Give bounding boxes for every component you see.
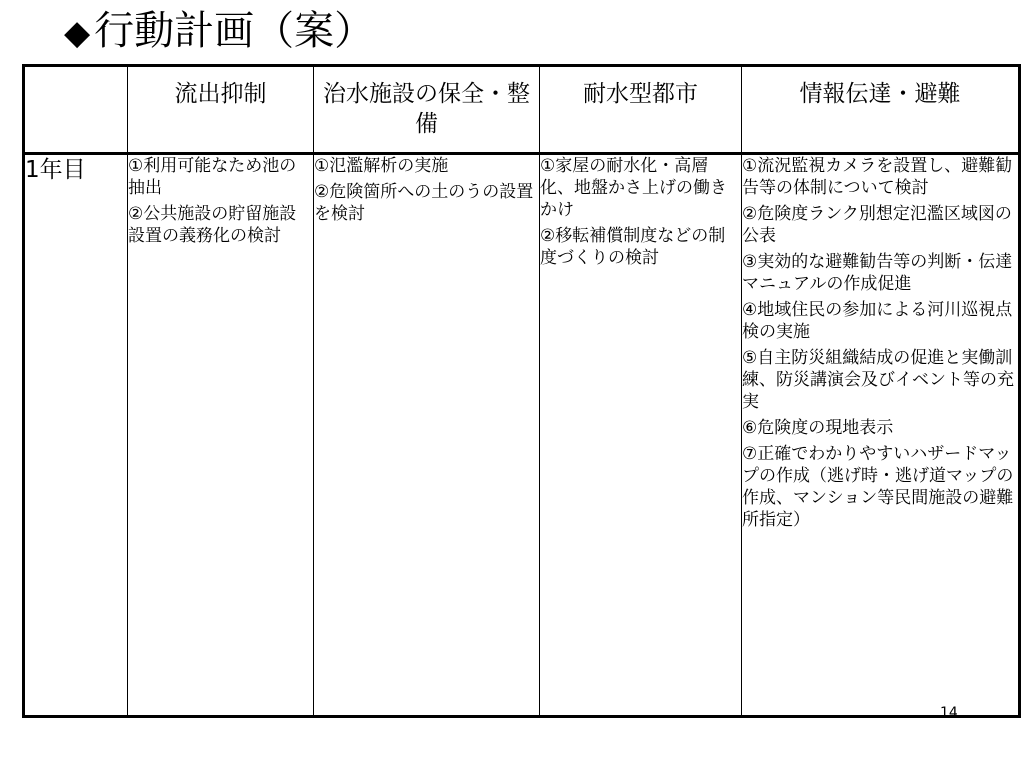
- list-item: ①流況監視カメラを設置し、避難勧告等の体制について検討: [742, 156, 1013, 198]
- page-number: 14: [940, 705, 958, 721]
- list-item: ④地域住民の参加による河川巡視点検の実施: [742, 300, 1013, 342]
- list-item: ⑦正確でわかりやすいハザードマップの作成（逃げ時・逃げ道マップの作成、マンション等民間施設の避難所指定）: [742, 444, 1014, 530]
- action-plan-table: [22, 64, 1021, 718]
- list-item: ②移転補償制度などの制度づくりの検討: [540, 226, 726, 268]
- header-flood-facilities: 治水施設の保全・整備: [314, 66, 540, 154]
- header-empty: [24, 66, 128, 154]
- cell-flood-facilities: [314, 154, 540, 717]
- list-item: ⑤自主防災組織結成の促進と実働訓練、防災講演会及びイベント等の充実: [742, 348, 1014, 412]
- slide-title-text: 行動計画（案）: [94, 8, 375, 54]
- header-info-evacuation: 情報伝達・避難: [742, 66, 1020, 154]
- list-item: ①家屋の耐水化・高層化、地盤かさ上げの働きかけ: [540, 156, 727, 220]
- list-item: ②危険度ランク別想定氾濫区域図の公表: [742, 204, 1012, 246]
- cell-water-resistant-city: [540, 154, 742, 717]
- table-row: [24, 154, 1020, 717]
- cell-info-evacuation: [742, 154, 1020, 717]
- list-item: ①氾濫解析の実施: [314, 156, 449, 176]
- list-item: ⑥危険度の現地表示: [742, 418, 894, 438]
- row-year-label: 1年目: [24, 154, 128, 717]
- table-header-row: [24, 66, 1020, 154]
- list-item: ③実効的な避難勧告等の判断・伝達マニュアルの作成促進: [742, 252, 1013, 294]
- diamond-bullet-icon: ◆: [64, 13, 91, 53]
- list-item: ①利用可能なため池の抽出: [128, 156, 297, 198]
- list-item: ②公共施設の貯留施設設置の義務化の検討: [128, 204, 297, 246]
- header-runoff-control: 流出抑制: [128, 66, 314, 154]
- list-item: ②危険箇所への土のうの設置を検討: [314, 182, 534, 224]
- header-water-resistant-city: 耐水型都市: [540, 66, 742, 154]
- cell-runoff-control: [128, 154, 314, 717]
- slide-title: [64, 6, 374, 58]
